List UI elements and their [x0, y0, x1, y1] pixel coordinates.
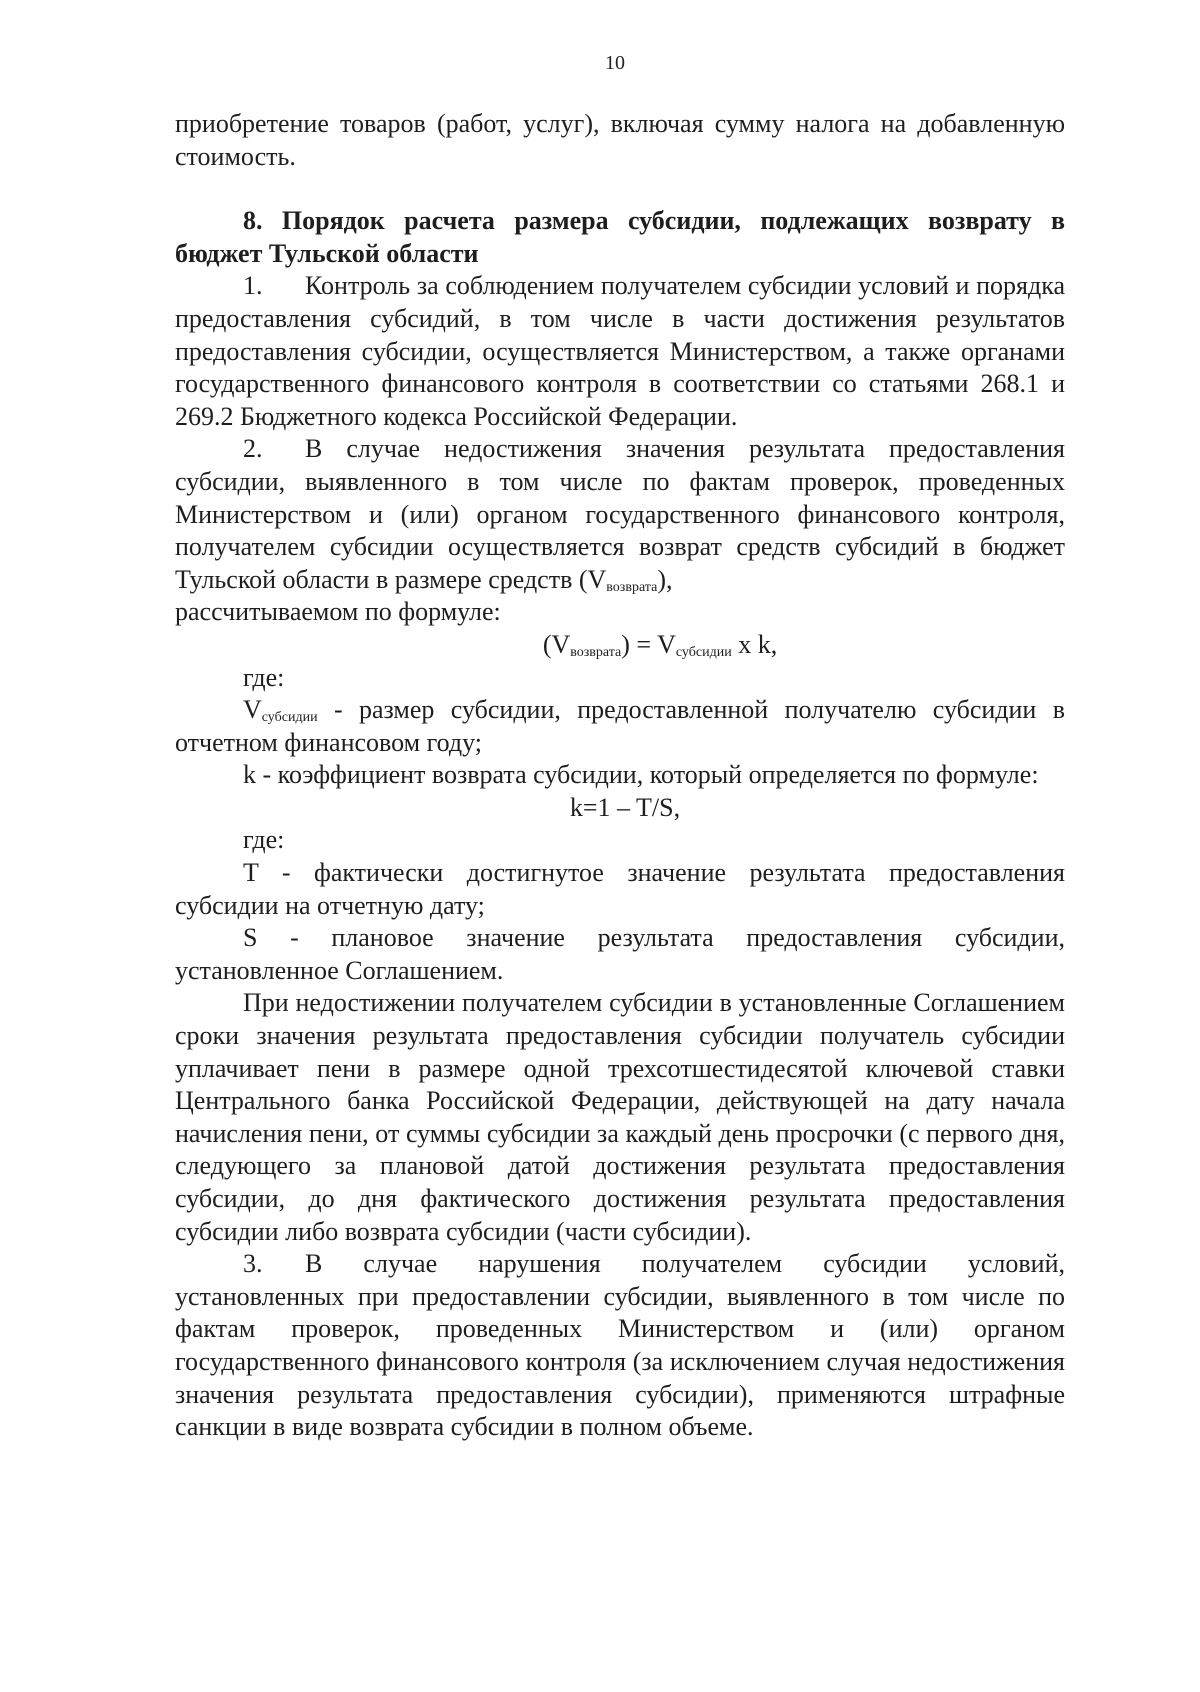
intro-paragraph: приобретение товаров (работ, услуг), включая сумму налога на добавленную стоимость. [175, 109, 1065, 171]
clause-text: В случае нарушения получателем субсидии условий, установленных при предоставлении субсидии, выявленного в том числе по фактам проверок, проведенных Министерством и (или) органом государственного финансового контроля (за исключением случая недостижения значения результата предоставления субсидии), применяются штрафные санкции в виде возврата субсидии в полном объеме. [175, 1249, 1065, 1442]
definition-t: T - фактически достигнутое значение результата предоставления субсидии на отчетную дату; [175, 858, 1065, 920]
spacer [175, 173, 1065, 205]
subscript: возврата [570, 644, 622, 660]
clause-text: В случае недостижения значения результата предоставления субсидии, выявленного в том числе по фактам проверок, проведенных Министерством и (или) органом государственного финансового контроля, получателем субсидии осуществляется возврат средств субсидий в бюджет Тульской области в размере средств (V [175, 434, 1065, 594]
calc-intro: рассчитываемом по формуле: [175, 597, 501, 627]
where-label: где: [243, 825, 285, 855]
penalty-paragraph: При недостижении получателем субсидии в установленные Соглашением сроки значения результата предоставления субсидии получатель субсидии уплачивает пени в размере одной трехсотшестидесятой ключевой ставки Центрального банка Российской Федерации, действующей на дату начала начисления пени, от суммы субсидии за каждый день просрочки (с первого дня, следующего за плановой датой достижения результата предоставления субсидии, до дня фактического достижения результата предоставления субсидии либо возврата субсидии (части субсидии). [175, 988, 1065, 1246]
subscript: субсидии [675, 644, 732, 660]
clause-2 [175, 433, 1065, 596]
clause-number: 1. [243, 271, 263, 301]
clause-number: 2. [243, 434, 263, 464]
formula-end: x k, [731, 629, 778, 659]
page-number: 10 [605, 52, 625, 74]
clause-number: 3. [243, 1249, 263, 1279]
where-label: где: [243, 662, 285, 692]
document-body [175, 108, 1065, 1444]
definition-k: k - коэффициент возврата субсидии, который определяется по формуле: [243, 760, 1039, 790]
clause-3 [175, 1248, 1065, 1444]
clause-text: Контроль за соблюдением получателем субсидии условий и порядка предоставления субсидий, в том числе в части достижения результатов предоставления субсидии, осуществляется Министерством, а также органами государственного финансового контроля в соответствии со статьями 268.1 и 269.2 Бюджетного кодекса Российской Федерации. [175, 271, 1065, 431]
formula-mid: ) = V [621, 629, 676, 659]
section-title: 8. Порядок расчета размера субсидии, подлежащих возврату в бюджет Тульской области [175, 206, 1065, 268]
formula-lhs: (V [542, 629, 571, 659]
subscript: субсидии [261, 710, 318, 726]
clause-tail: ), [657, 564, 673, 594]
formula-coefficient: k=1 – T/S, [569, 792, 681, 822]
subscript: возврата [606, 579, 658, 595]
symbol: V [243, 695, 262, 725]
definition-text: - размер субсидии, предоставленной получателю субсидии в отчетном финансовом году; [175, 695, 1065, 757]
clause-1 [175, 270, 1065, 433]
definition-v [175, 694, 1065, 759]
definition-s: S - плановое значение результата предоставления субсидии, установленное Соглашением. [175, 923, 1065, 985]
formula-refund [175, 629, 1065, 662]
